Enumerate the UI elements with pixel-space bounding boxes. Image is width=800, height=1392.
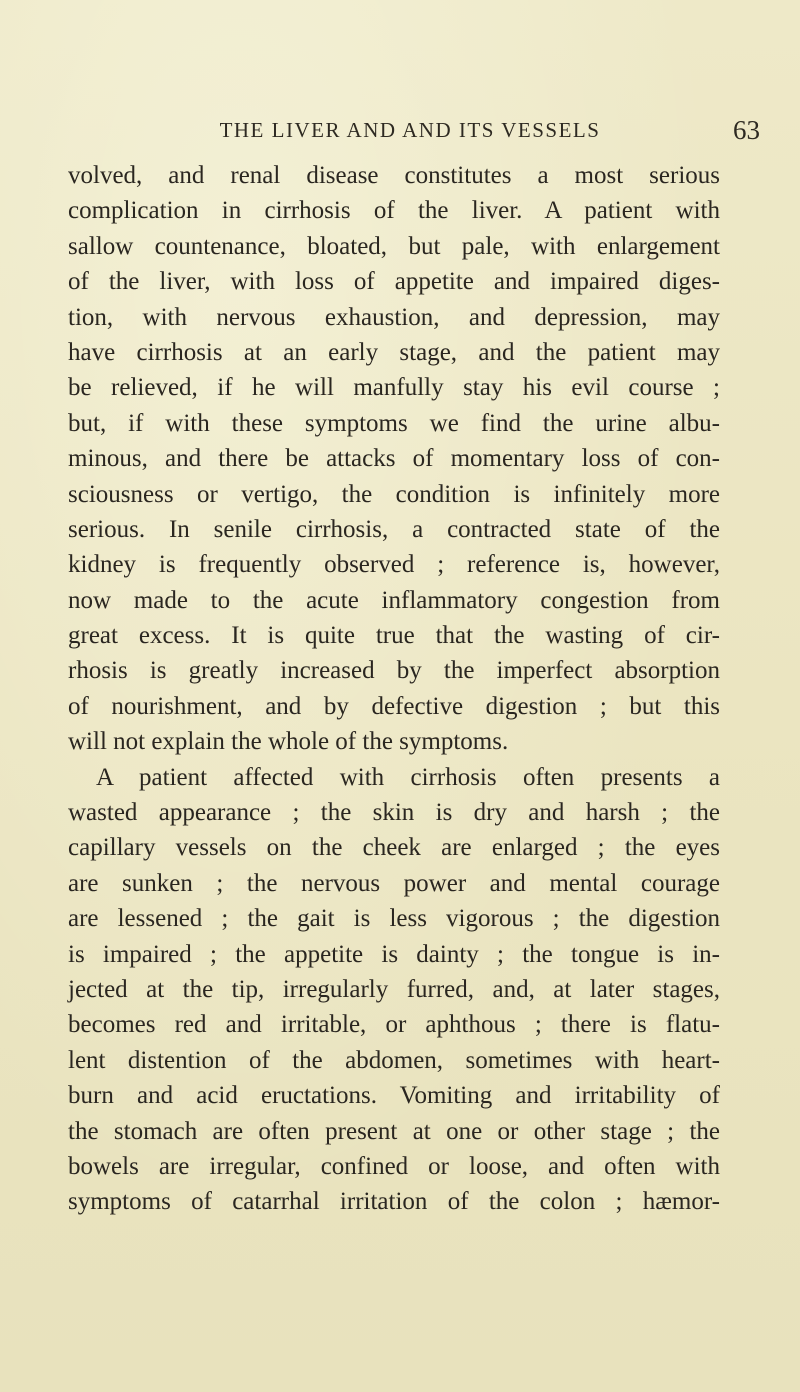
text-line: becomes red and irritable, or aphthous ; there is flatu-	[68, 1011, 720, 1039]
text-line: jected at the tip, irregularly furred, and, at later stages,	[68, 975, 720, 1003]
text-line: of the liver, with loss of appetite and impaired diges-	[68, 268, 720, 296]
text-line: A patient affected with cirrhosis often presents a	[96, 763, 720, 791]
text-line: complication in cirrhosis of the liver. A patient with	[68, 197, 720, 225]
text-line: wasted appearance ; the skin is dry and harsh ; the	[68, 799, 720, 827]
text-line: is impaired ; the appetite is dainty ; the tongue is in-	[68, 940, 720, 968]
text-line: sallow countenance, bloated, but pale, with enlargement	[68, 232, 720, 260]
page-number: 63	[733, 115, 760, 145]
body-text	[68, 158, 720, 1220]
text-line: of nourishment, and by defective digestion ; but this	[68, 692, 720, 720]
page-header	[60, 115, 760, 148]
text-line: be relieved, if he will manfully stay his evil course ;	[68, 374, 720, 402]
text-line: will not explain the whole of the symptoms.	[68, 728, 509, 756]
text-line: symptoms of catarrhal irritation of the colon ; hæmor-	[68, 1188, 720, 1216]
text-line: now made to the acute inflammatory congestion from	[68, 586, 720, 614]
text-line: but, if with these symptoms we find the urine albu-	[68, 409, 720, 437]
text-line: great excess. It is quite true that the wasting of cir-	[68, 622, 720, 650]
text-line: are sunken ; the nervous power and mental courage	[68, 869, 720, 897]
text-line: rhosis is greatly increased by the imperfect absorption	[68, 657, 720, 685]
text-line: lent distention of the abdomen, sometimes with heart-	[68, 1046, 720, 1074]
text-line: have cirrhosis at an early stage, and the patient may	[68, 338, 720, 366]
text-line: serious. In senile cirrhosis, a contracted state of the	[68, 515, 720, 543]
text-line: bowels are irregular, confined or loose, and often with	[68, 1152, 720, 1180]
text-line: capillary vessels on the cheek are enlarged ; the eyes	[68, 834, 720, 862]
text-line: minous, and there be attacks of momentary loss of con-	[68, 445, 720, 473]
text-line: burn and acid eructations. Vomiting and irritability of	[68, 1082, 720, 1110]
text-line: kidney is frequently observed ; reference is, however,	[68, 551, 720, 579]
text-line: the stomach are often present at one or other stage ; the	[68, 1117, 720, 1145]
text-line: are lessened ; the gait is less vigorous ; the digestion	[68, 905, 720, 933]
running-head: THE LIVER AND AND ITS VESSELS	[219, 118, 601, 142]
text-line: sciousness or vertigo, the condition is infinitely more	[68, 480, 720, 508]
text-line: tion, with nervous exhaustion, and depression, may	[68, 303, 720, 331]
text-line: volved, and renal disease constitutes a most serious	[68, 162, 720, 189]
